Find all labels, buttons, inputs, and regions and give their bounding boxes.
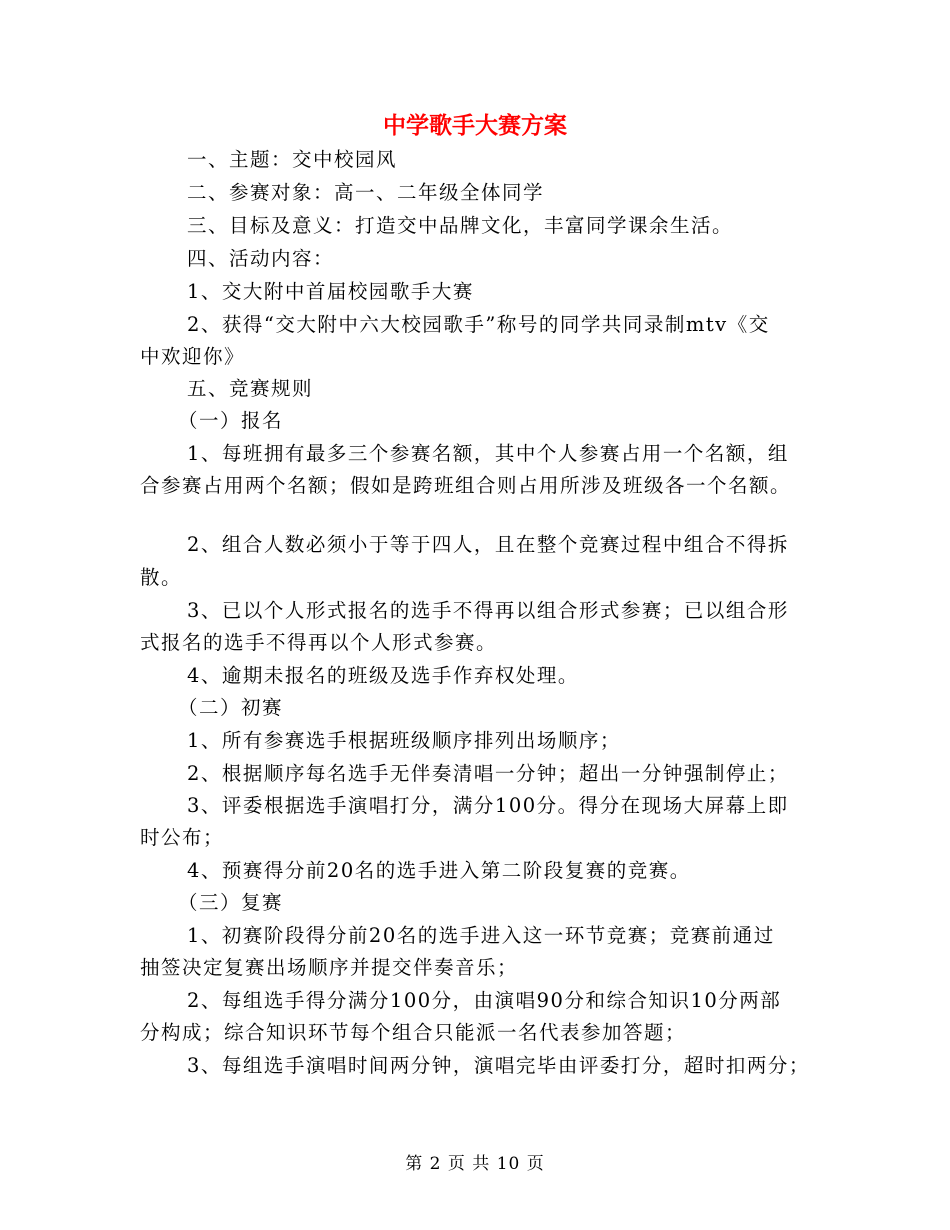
text-line: （三）复赛 — [178, 891, 284, 914]
page-title: 中学歌手大赛方案 — [383, 113, 567, 139]
text-line: 1、初赛阶段得分前20名的选手进入这一环节竞赛；竞赛前通过 — [187, 924, 775, 947]
text-line: 中欢迎你》 — [140, 345, 246, 368]
text-line: （一）报名 — [178, 409, 284, 432]
text-line: 2、每组选手得分满分100分，由演唱90分和综合知识10分两部 — [187, 989, 782, 1012]
text-line: （二）初赛 — [178, 696, 284, 719]
text-line: 式报名的选手不得再以个人形式参赛。 — [140, 631, 498, 654]
text-line: 2、根据顺序每名选手无伴奏清唱一分钟；超出一分钟强制停止； — [187, 762, 789, 785]
text-line: 1、所有参赛选手根据班级顺序排列出场顺序； — [187, 729, 621, 752]
text-line: 二、参赛对象：高一、二年级全体同学 — [187, 181, 545, 204]
text-line: 散。 — [140, 566, 183, 589]
page-footer: 第 2 页 共 10 页 — [405, 1154, 545, 1174]
text-line: 1、每班拥有最多三个参赛名额，其中个人参赛占用一个名额，组 — [187, 442, 789, 465]
text-line: 一、主题：交中校园风 — [187, 148, 398, 171]
text-line: 3、已以个人形式报名的选手不得再以组合形式参赛；已以组合形 — [187, 599, 789, 622]
text-line: 时公布； — [140, 826, 225, 849]
text-line: 五、竞赛规则 — [187, 377, 314, 400]
text-line: 分构成；综合知识环节每个组合只能派一名代表参加答题； — [140, 1021, 687, 1044]
text-line: 3、每组选手演唱时间两分钟，演唱完毕由评委打分，超时扣两分； — [187, 1054, 810, 1077]
text-line: 4、逾期未报名的班级及选手作弃权处理。 — [187, 664, 579, 687]
text-line: 2、获得“交大附中六大校园歌手”称号的同学共同录制mtv《交 — [187, 313, 770, 336]
text-line: 1、交大附中首届校园歌手大赛 — [187, 280, 474, 303]
text-line: 2、组合人数必须小于等于四人，且在整个竞赛过程中组合不得拆 — [187, 533, 789, 556]
text-line: 4、预赛得分前20名的选手进入第二阶段复赛的竞赛。 — [187, 859, 691, 882]
text-line: 3、评委根据选手演唱打分，满分100分。得分在现场大屏幕上即 — [187, 794, 789, 817]
text-line: 三、目标及意义：打造交中品牌文化，丰富同学课余生活。 — [187, 214, 734, 237]
text-line: 抽签决定复赛出场顺序并提交伴奏音乐； — [140, 956, 519, 979]
text-line: 四、活动内容： — [187, 247, 335, 270]
text-line: 合参赛占用两个名额；假如是跨班组合则占用所涉及班级各一个名额。 — [140, 474, 792, 497]
